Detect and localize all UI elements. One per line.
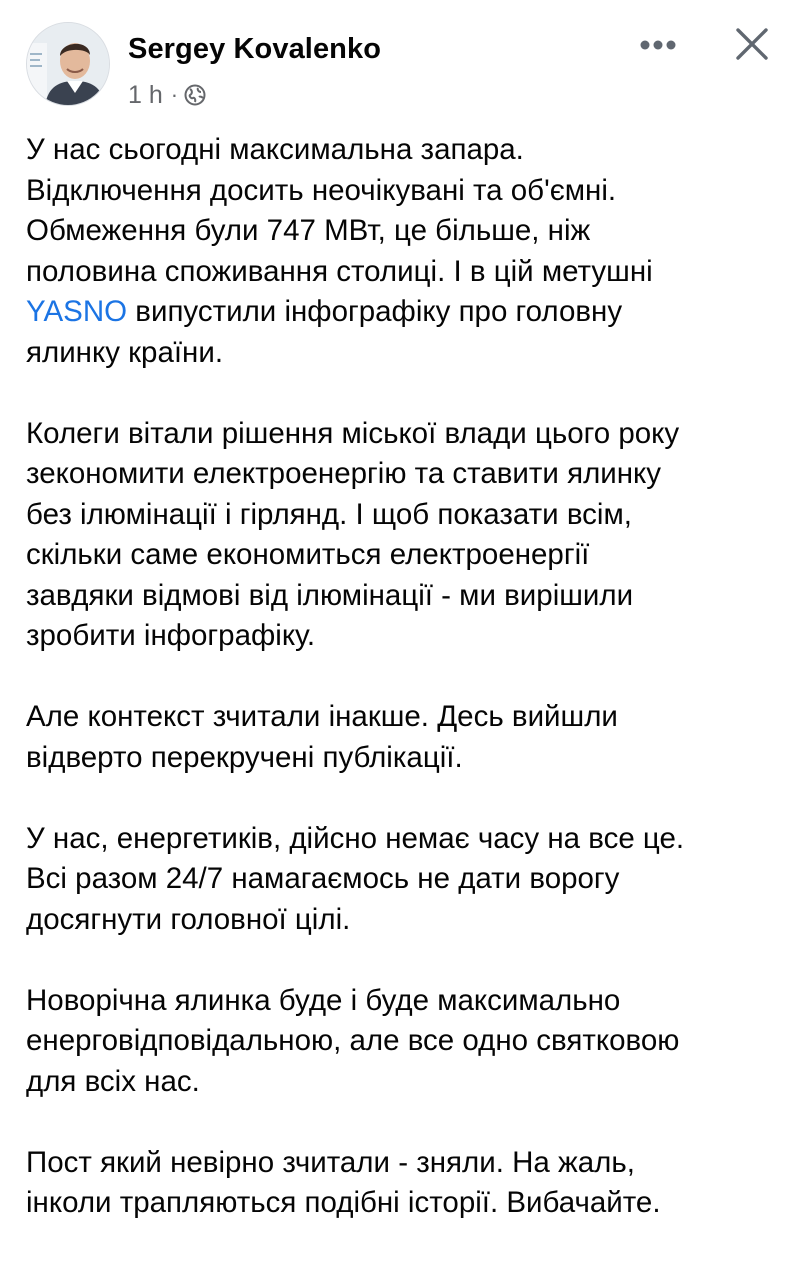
post-text-line: У нас, енергетиків, дійсно немає часу на все це. [26,821,685,855]
post-text-line: Новорічна ялинка буде і буде максимально [26,983,621,1017]
post-text-line: Пост який невірно зчитали - зняли. На жаль, [26,1145,635,1179]
post-paragraph [26,1143,778,1224]
post-text-line: досягнути головної цілі. [26,902,351,936]
post-paragraph [26,130,778,373]
more-options-button[interactable] [634,28,682,62]
post-text-line: У нас сьогодні максимальна запара. [26,133,524,166]
globe-icon [184,84,206,106]
post-text-line: зробити інфографіку. [26,619,316,652]
post-text-line: скільки саме економиться електроенергії [26,538,590,571]
avatar[interactable] [26,22,110,106]
post-text-line: без ілюмінації і гірлянд. І щоб показати всім, [26,497,632,531]
post-text-line: енерговідповідальною, але все одно святковою [26,1024,680,1057]
post-paragraph [26,819,778,941]
post-meta [128,80,206,110]
post-paragraph [26,414,778,657]
post-text-line: Відключення досить неочікувані та об'ємні. [26,173,617,207]
meta-separator: · [170,82,179,107]
post-text-line: Обмеження були 747 МВт, це більше, ніж [26,214,591,247]
close-icon [735,27,769,61]
post-text-line: половина споживання столиці. І в цій метушні [26,254,653,288]
avatar-photo [27,23,110,106]
post-text [26,130,778,1264]
author-name[interactable]: Sergey Kovalenko [128,33,382,65]
post-paragraph [26,981,778,1103]
yasno-page-link[interactable]: YASNO [26,295,128,328]
post-text-line: Але контекст зчитали інакше. Десь вийшли [26,700,618,733]
post-text-segment: випустили інфографіку про головну [127,295,623,328]
post-text-line [26,292,778,333]
post-text-line: для всіх нас. [26,1064,200,1098]
post-text-line: завдяки відмові від ілюмінації - ми вирішили [26,578,634,612]
close-button[interactable] [728,20,776,68]
post-text-line: Всі разом 24/7 намагаємось не дати ворогу [26,862,620,895]
post-timestamp[interactable]: 1 h [128,80,163,109]
post-text-line: зекономити електроенергію та ставити ялинку [26,457,662,490]
post-header [0,0,793,120]
more-options-icon [638,39,678,51]
post-text-line: Колеги вітали рішення міської влади цього року [26,416,680,450]
post-text-line: відверто перекручені публікації. [26,740,463,774]
post-paragraph [26,697,778,778]
post-text-line: інколи трапляються подібні історії. Вибачайте. [26,1186,661,1219]
post-text-line: ялинку країни. [26,335,224,369]
